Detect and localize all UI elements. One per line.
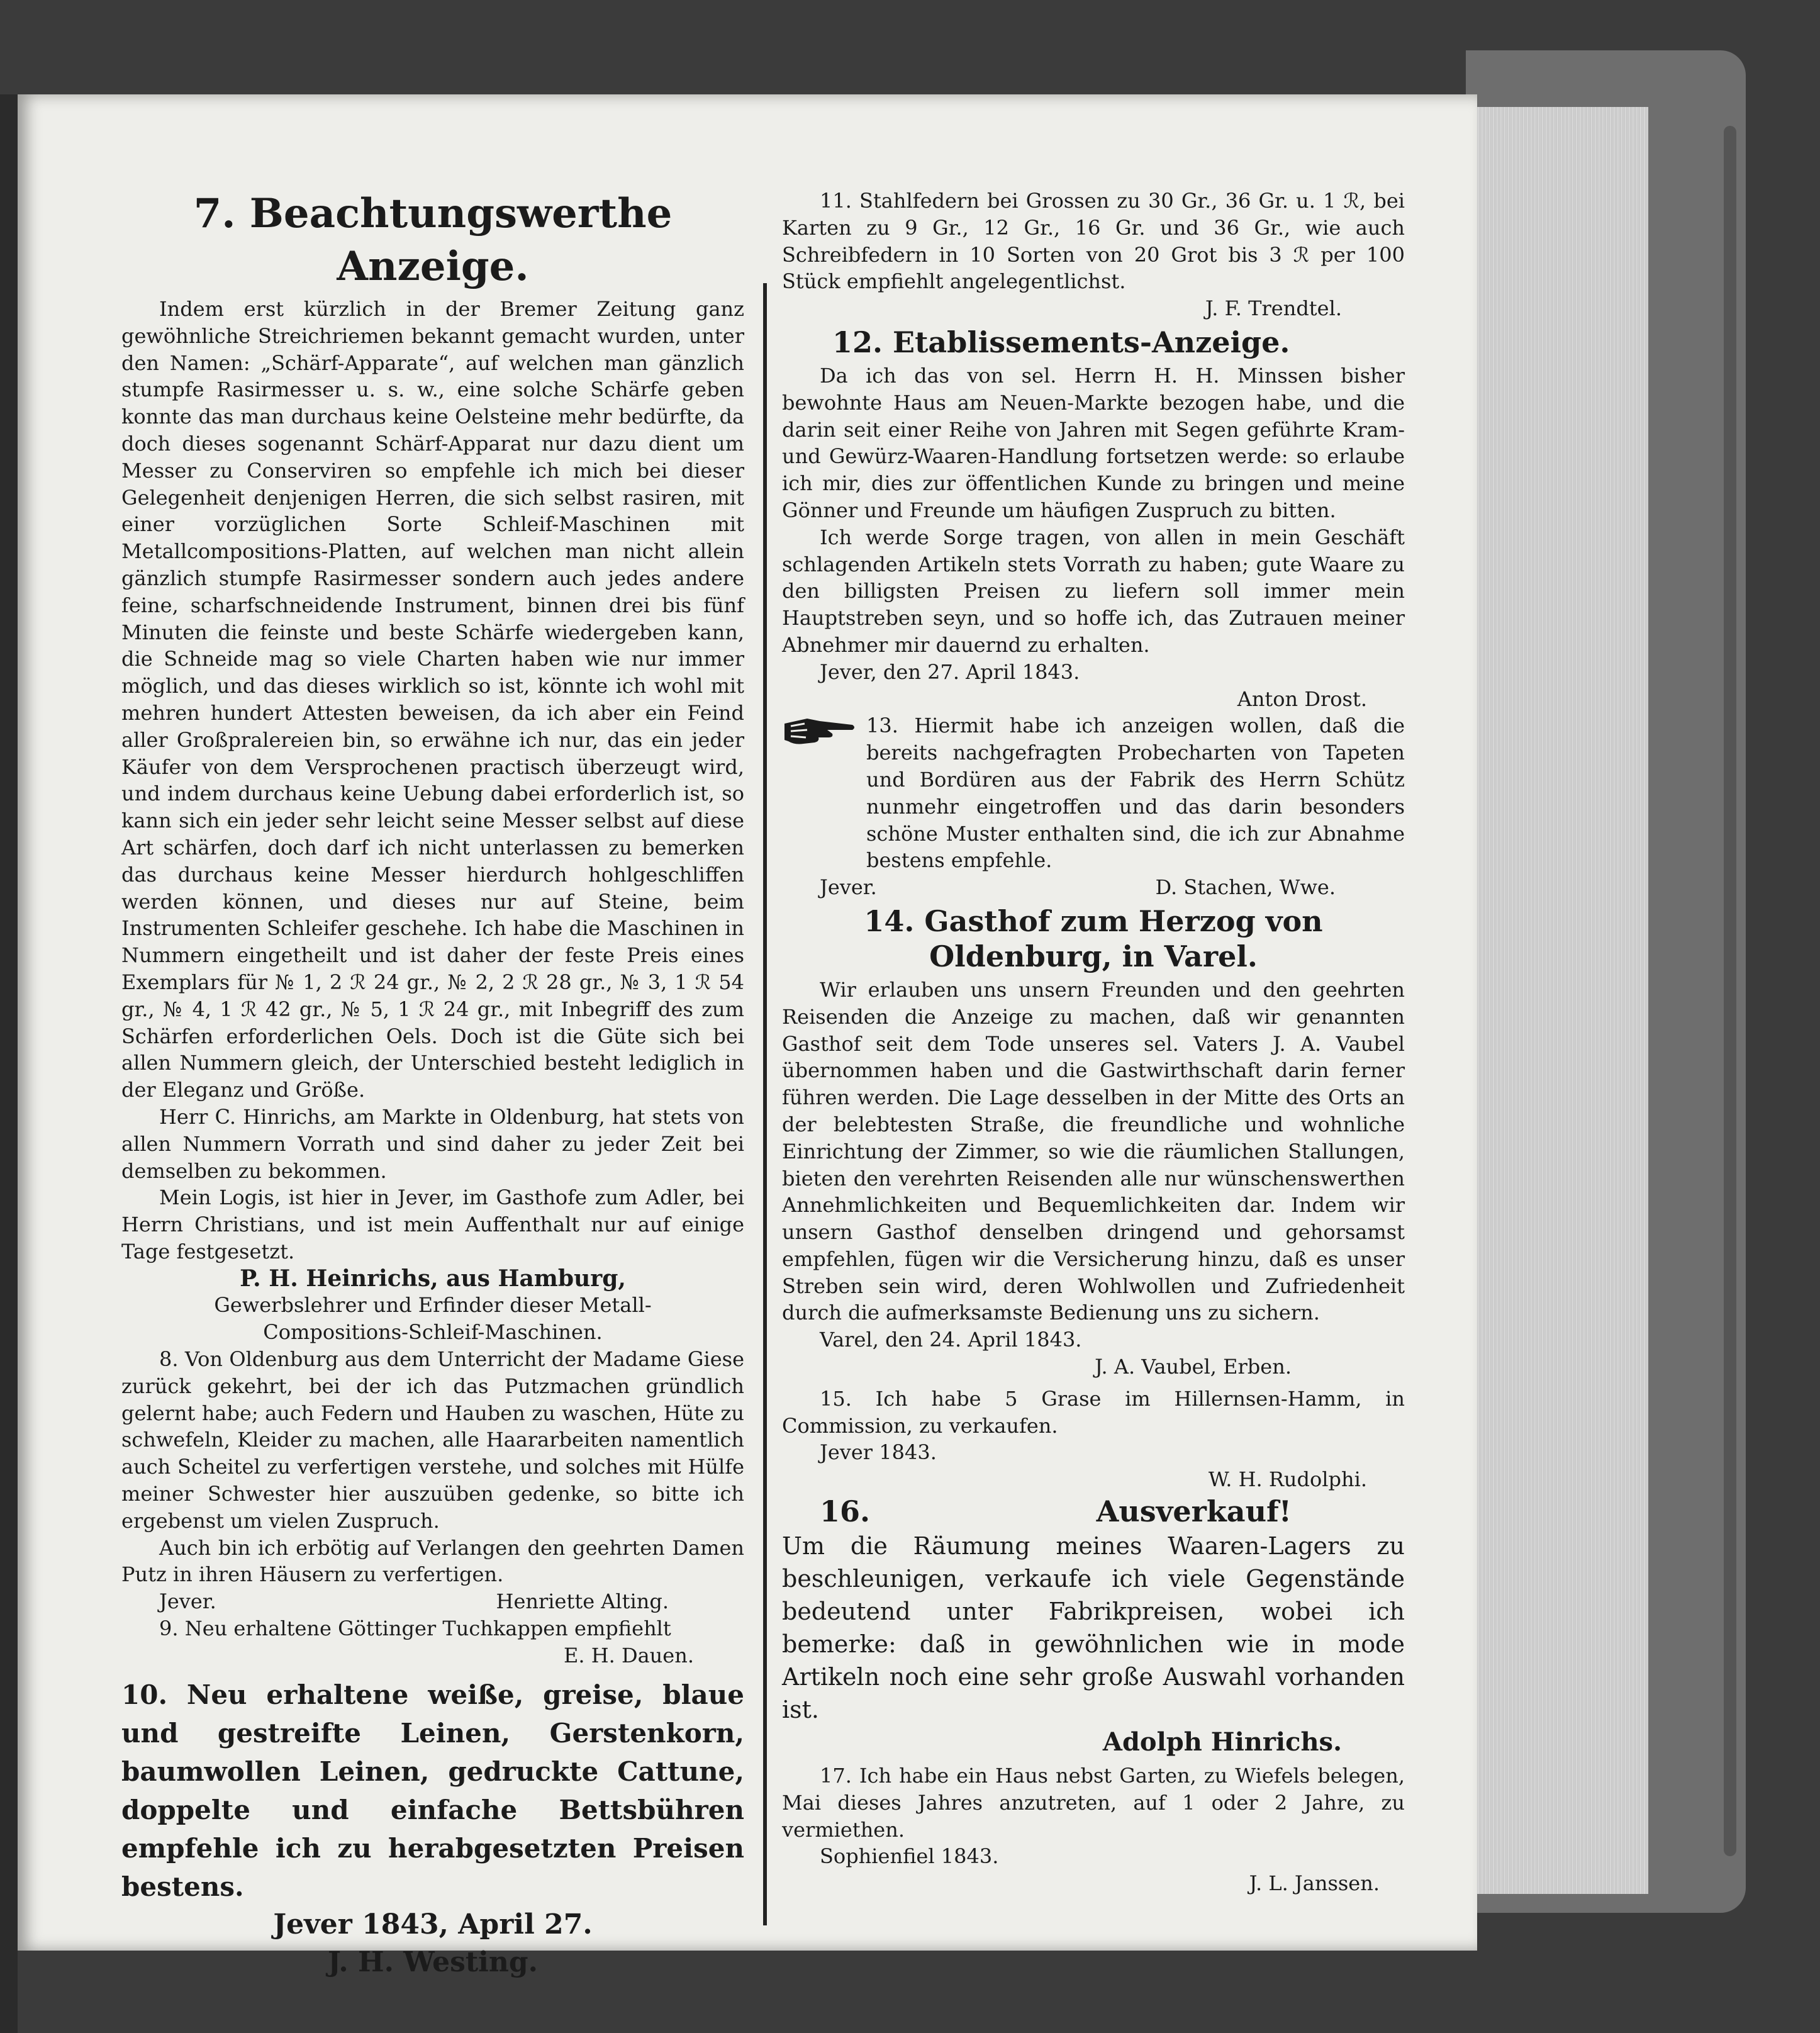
ad-13-body: 13. Hiermit habe ich anzeigen wollen, daß die bereits nachgefragten Probecharten von Tapeten und Bordüren aus der Fabrik des Herrn Schütz nunmehr eingetroffen und das darin besonders schöne Muster enthalten sind, die ich zur Abnahme bestens empfehle. xyxy=(866,714,1405,873)
ad-13-place: Jever. xyxy=(820,875,877,900)
ad-17-body: 17. Ich habe ein Haus nebst Garten, zu Wiefels belegen, Mai dieses Jahres anzutreten, auf 1 oder 2 Jahre, zu vermiethen. xyxy=(782,1764,1405,1842)
ad-16-title-row xyxy=(782,1493,1405,1530)
page-block-edge xyxy=(1472,107,1648,1894)
ad-14-signature: J. A. Vaubel, Erben. xyxy=(1095,1355,1292,1379)
ad-14-title: 14. Gasthof zum Herzog von Oldenburg, in Varel. xyxy=(864,904,1323,973)
ad-7-signature-title: Gewerbslehrer und Erfinder dieser Metall- xyxy=(214,1293,652,1318)
ad-7-body: Indem erst kürzlich in der Bremer Zeitung ganz gewöhnliche Streichriemen bekannt gemacht wurden, unter den Namen: „Schärf-Apparate“, auf welchen man gänzlich stumpfe Rasirmesser u. s. w., eine solche Schärfe geben konnte das man durchaus keine Oelsteine mehr bedürfte, da doch dieses sogenannt Schärf-Apparat nur dazu dient um Messer zu Conserviren so empfehle ich mich bei dieser Gelegenheit denjenigen Herren, die sich selbst rasiren, mit einer vorzüglichen Sorte Schleif-Maschinen mit Metallcompositions-Platten, auf welchen man nicht allein gänzlich stumpfe Rasirmesser sondern auch jedes andere feine, scharfschneidende Instrument, binnen drei bis fünf Minuten die feinste und beste Schärfe wiedergeben kann, die Schneide mag so viele Charten haben wie nur immer möglich, und das dieses wirklich so ist, könnte ich wohl mit mehren hundert Attesten beweisen, da ich aber ein Feind aller Großpralereien bin, so erwähne ich nur, das ein jeder Käufer von dem Versprochenen practisch überzeugt wird, und indem durchaus keine Uebung dabei erforderlich ist, so kann sich ein jeder sehr leicht seine Messer selbst auf diese Art schärfen, doch darf ich nicht unterlassen zu bemerken das durchaus keine Messer hierdurch hohlgeschliffen werden können, und dieses nur auf Steine, beim Instrumenten Schleifer geschehe. Ich habe die Maschinen in Nummern eingetheilt und ist daher der feste Preis eines Exemplars für № 1, 2 ℛ 24 gr., № 2, 2 ℛ 28 gr., № 3, 1 ℛ 54 gr., № 4, 1 ℛ 42 gr., № 5, 1 ℛ 24 gr., mit Inbegriff des zum Schärfen erforderlichen Oels. Doch ist die Güte sich bei allen Nummern gleich, der Unterschied besteht lediglich in der Eleganz und Größe. xyxy=(121,297,744,1102)
ad-8-signature: Henriette Alting. xyxy=(496,1589,669,1614)
ad-7-paragraph-2: Herr C. Hinrichs, am Markte in Oldenburg, hat stets von allen Nummern Vorrath und sind daher zu jeder Zeit bei demselben zu bekommen. xyxy=(121,1104,744,1183)
ad-8-paragraph-2: Auch bin ich erbötig auf Verlangen den geehrten Damen Putz in ihren Häusern zu verfertigen. xyxy=(121,1535,744,1587)
book-spine-shadow xyxy=(0,94,18,2033)
ad-7-signature-subtitle: Compositions-Schleif-Maschinen. xyxy=(263,1320,603,1345)
ad-8-body: 8. Von Oldenburg aus dem Unterricht der Madame Giese zurück gekehrt, bei der ich das Putzmachen gründlich gelernt habe; auch Federn und Hauben zu waschen, Hüte zu schwefeln, Kleider zu machen, alle Haararbeiten namentlich auch Scheitel zu verfertigen verstehe, und solches mit Hülfe meiner Schwester hier auszuüben gedenke, so bitte ich ergebenst um vielen Zuspruch. xyxy=(121,1347,744,1533)
ad-16-number: 16. xyxy=(820,1494,871,1529)
book-cover-edge xyxy=(1724,126,1736,1856)
ad-11-signature: J. F. Trendtel. xyxy=(1205,296,1342,321)
ad-9-signature: E. H. Dauen. xyxy=(563,1643,694,1667)
ad-17-signature: J. L. Janssen. xyxy=(1249,1871,1380,1896)
newspaper-page xyxy=(18,94,1477,1978)
ad-12-date: Jever, den 27. April 1843. xyxy=(820,659,1080,684)
ad-17-place: Sophienfiel 1843. xyxy=(820,1844,999,1869)
ad-12-title: 12. Etablissements-Anzeige. xyxy=(832,325,1290,359)
ad-13-footer xyxy=(782,874,1405,901)
ad-12-signature: Anton Drost. xyxy=(1237,686,1367,711)
ad-13-signature: D. Stachen, Wwe. xyxy=(1155,875,1336,900)
ad-10-date: Jever 1843, April 27. xyxy=(273,1908,593,1941)
ad-9-body: 9. Neu erhaltene Göttinger Tuchkappen empfiehlt xyxy=(159,1616,671,1641)
ad-10-signature: J. H. Westing. xyxy=(328,1946,538,1978)
ad-14-date: Varel, den 24. April 1843. xyxy=(820,1328,1082,1352)
ad-15-body: 15. Ich habe 5 Grase im Hillernsen-Hamm, in Commission, zu verkaufen. xyxy=(782,1386,1405,1438)
ad-14-body: Wir erlauben uns unsern Freunden und den geehrten Reisenden die Anzeige zu machen, daß wir genannten Gasthof seit dem Tode unseres sel. Vaters J. A. Vaubel übernommen haben und die Gastwirthschaft darin ferner führen werden. Die Lage desselben in der Mitte des Orts an der belebtesten Straße, die freundliche und wohnliche Einrichtung der Zimmer, so wie die räumlichen Stallungen, bieten den verehrten Reisenden alle nur wünschenswerthen Annehmlichkeiten und Bequemlichkeiten dar. Indem wir unsern Gasthof denselben dringend und gehorsamst empfehlen, fügen wir die Versicherung hinzu, daß es unser Streben sein wird, deren Wohlwollen und Zufriedenheit durch die aufmerksamste Bedienung uns zu sichern. xyxy=(782,977,1405,1325)
ad-7-signature-name: P. H. Heinrichs, aus Hamburg, xyxy=(240,1265,626,1292)
column-divider xyxy=(763,283,767,1925)
ad-16-title: Ausverkauf! xyxy=(1096,1494,1292,1529)
ad-16-body: Um die Räumung meines Waaren-Lagers zu beschleunigen, verkaufe ich viele Gegenstände bedeutend unter Fabrikpreisen, wobei ich bemerke: daß in gewöhnlichen wie in mode Artikeln noch eine sehr große Auswahl vorhanden ist. xyxy=(782,1532,1405,1724)
ad-11-body: 11. Stahlfedern bei Grossen zu 30 Gr., 36 Gr. u. 1 ℛ, bei Karten zu 9 Gr., 12 Gr., 16 Gr. und 36 Gr., wie auch Schreibfedern in 10 Sorten von 20 Grot bis 3 ℛ per 100 Stück empfiehlt angelegentlichst. xyxy=(782,189,1405,294)
right-column xyxy=(782,188,1405,1897)
ad-7-title: 7. Beachtungswerthe Anzeige. xyxy=(193,190,673,290)
ad-13-row xyxy=(782,712,1405,874)
ad-12-body: Da ich das von sel. Herrn H. H. Minssen bisher bewohnte Haus am Neuen-Markte bezogen habe, und die darin seit einer Reihe von Jahren mit Segen geführte Kram- und Gewürz-Waaren-Handlung fortsetzen werde: so erlaube ich mir, dies zur öffentlichen Kunde zu bringen und meine Gönner und Freunde um häufigen Zuspruch zu bitten. xyxy=(782,363,1405,522)
ad-7-paragraph-3: Mein Logis, ist hier in Jever, im Gasthofe zum Adler, bei Herrn Christians, und ist mein Auffenthalt nur auf einige Tage festgesetzt. xyxy=(121,1185,744,1263)
ad-10-body: 10. Neu erhaltene weiße, greise, blaue und gestreifte Leinen, Gerstenkorn, baumwollen Leinen, gedruckte Cattune, doppelte und einfache Bettsbühren empfehle ich zu herabgesetzten Preisen bestens. xyxy=(121,1679,744,1902)
left-column xyxy=(121,188,744,1981)
ad-16-signature: Adolph Hinrichs. xyxy=(1102,1727,1342,1757)
ad-15-date: Jever 1843. xyxy=(820,1440,937,1465)
pointing-hand-icon xyxy=(782,712,857,750)
ad-8-footer xyxy=(121,1588,744,1615)
ad-12-paragraph-2: Ich werde Sorge tragen, von allen in mein Geschäft schlagenden Artikeln stets Vorrath zu haben; gute Waare zu den billigsten Preisen zu liefern soll immer mein Hauptstreben seyn, und so hoffe ich, das Zutrauen meiner Abnehmer mir dauernd zu erhalten. xyxy=(782,525,1405,657)
ad-15-signature: W. H. Rudolphi. xyxy=(1208,1467,1367,1492)
ad-8-place: Jever. xyxy=(159,1589,216,1614)
